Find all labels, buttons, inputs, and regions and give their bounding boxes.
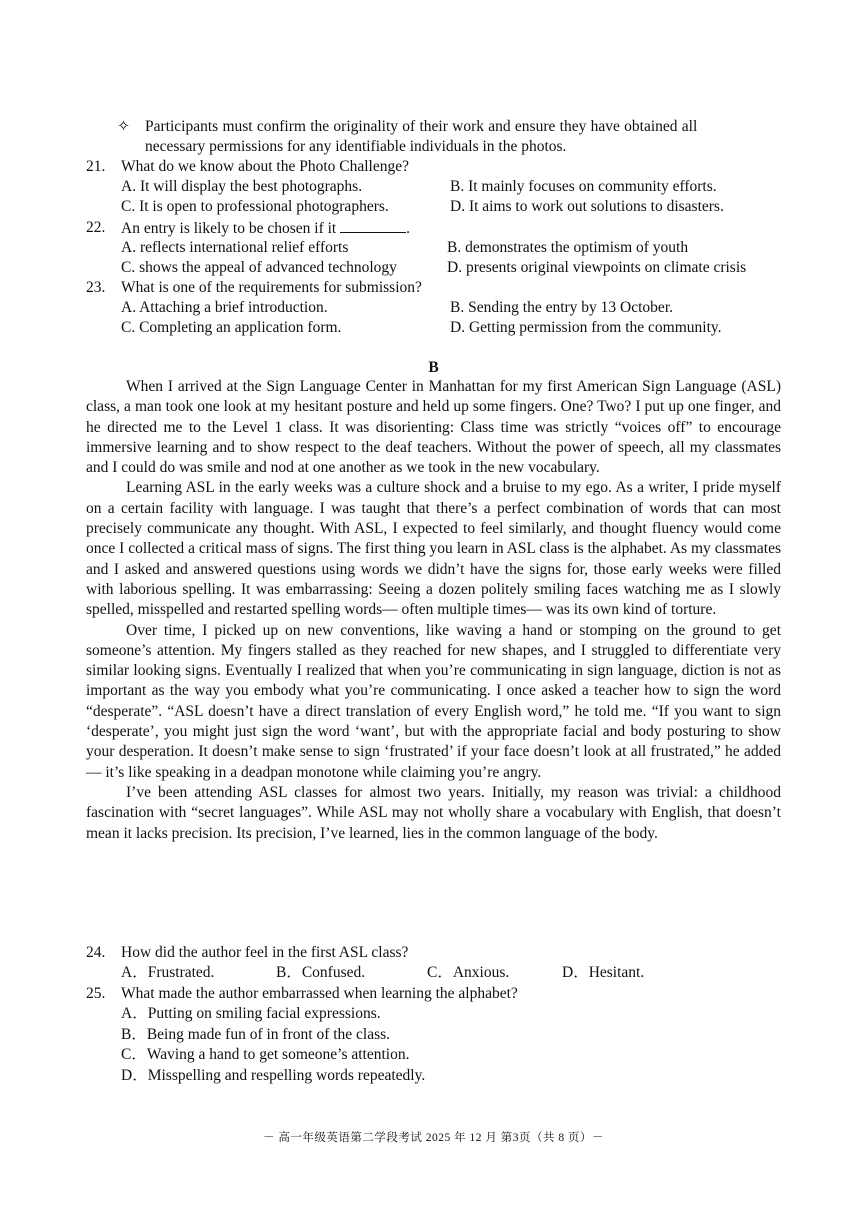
question-24-stem: How did the author feel in the first ASL class? (121, 944, 409, 961)
passage-paragraph-1: When I arrived at the Sign Language Center in Manhattan for my first American Sign Language (ASL) class, a man took one look at my hesitant posture and held up some fingers. One? Two? I put up one finger, and he directed me to the Level 1 class. It was disorienting: Class time was strictly “voices off” to encourage immersive learning and to show respect to the deaf teachers. Without the power of speech, all my classmates and I could do was smile and nod at one another as we took in the new vocabulary. (86, 378, 781, 477)
question-25-option-b: B．Being made fun of in front of the class. (121, 1026, 391, 1043)
question-25-option-d: D．Misspelling and respelling words repeatedly. (121, 1067, 426, 1084)
question-23-option-b: B. Sending the entry by 13 October. (450, 299, 673, 316)
answer-blank (340, 218, 406, 233)
passage (86, 377, 781, 844)
question-21-option-a: A. It will display the best photographs. (121, 178, 363, 195)
question-21-option-d: D. It aims to work out solutions to disasters. (450, 198, 724, 215)
question-23-option-a: A. Attaching a brief introduction. (121, 299, 328, 316)
question-22-number: 22. (86, 219, 106, 236)
question-22-option-a: A. reflects international relief efforts (121, 239, 349, 256)
section-title: B (428, 359, 439, 376)
question-21-option-c: C. It is open to professional photographers. (121, 198, 389, 215)
question-24-option-c: C．Anxious. (427, 964, 510, 981)
bullet-icon: ✧ (117, 118, 130, 135)
question-24-option-b: B．Confused. (276, 964, 366, 981)
bullet-text-line-2: necessary permissions for any identifiable individuals in the photos. (145, 138, 567, 155)
question-23-stem: What is one of the requirements for submission? (121, 279, 422, 296)
question-24-option-a: A．Frustrated. (121, 964, 215, 981)
question-21-number: 21. (86, 158, 106, 175)
question-22-stem (121, 218, 410, 239)
question-23-option-c: C. Completing an application form. (121, 319, 342, 336)
passage-paragraph-2: Learning ASL in the early weeks was a culture shock and a bruise to my ego. As a writer, I pride myself on a certain facility with language. I was taught that there’s a perfect combination of words that can most precisely communicate any thought. With ASL, I expected to feel similarly, and thought fluency would come once I collected a critical mass of signs. The first thing you learn in ASL class is the alphabet. As my classmates and I asked and answered questions using words we didn’t have the signs for, those early weeks were filled with laborious spelling. It was embarrassing: Seeing a dozen politely smiling faces watching me as I slowly spelled, misspelled and restarted spelling words— often multiple times— was its own kind of torture. (86, 479, 781, 619)
question-25-option-c: C．Waving a hand to get someone’s attention. (121, 1046, 410, 1063)
question-25-number: 25. (86, 985, 106, 1002)
page-footer: － 高一年级英语第二学段考试 2025 年 12 月 第3页（共 8 页）－ (263, 1132, 604, 1144)
passage-paragraph-3: Over time, I picked up on new conventions, like waving a hand or stomping on the ground to get someone’s attention. My fingers stalled as they reached for new shapes, and I struggled to differentiate very similar looking signs. Eventually I realized that when you’re communicating in sign language, diction is not as important as the way you embody what you’re communicating. I once asked a teacher how to sign the word “desperate”. “ASL doesn’t have a direct translation of every English word,” he told me. “If you want to sign ‘desperate’, you might just sign the word ‘want’, but with the appropriate facial and body posturing to show your desperation. It doesn’t make sense to sign ‘frustrated’ if your face doesn’t look at all frustrated,” he added — it’s like speaking in a deadpan monotone while claiming you’re angry. (86, 621, 781, 781)
question-23-option-d: D. Getting permission from the community. (450, 319, 722, 336)
question-22-stem-end: . (406, 220, 410, 237)
bullet-text-line-1: Participants must confirm the originality of their work and ensure they have obtained all (145, 118, 698, 135)
question-21-option-b: B. It mainly focuses on community efforts. (450, 178, 717, 195)
passage-paragraph-4: I’ve been attending ASL classes for almost two years. Initially, my reason was trivial: a childhood fascination with “secret languages”. While ASL may not wholly share a vocabulary with English, that doesn’t mean it lacks precision. Its precision, I’ve learned, lies in the common language of the body. (86, 783, 781, 842)
question-24-option-d: D．Hesitant. (562, 964, 645, 981)
question-22-option-b: B. demonstrates the optimism of youth (447, 239, 689, 256)
question-21-stem: What do we know about the Photo Challenge? (121, 158, 409, 175)
question-23-number: 23. (86, 279, 106, 296)
question-24-number: 24. (86, 944, 106, 961)
question-22-option-c: C. shows the appeal of advanced technology (121, 259, 397, 276)
question-22-option-d: D. presents original viewpoints on climate crisis (447, 259, 747, 276)
question-25-stem: What made the author embarrassed when learning the alphabet? (121, 985, 518, 1002)
question-22-stem-text: An entry is likely to be chosen if it (121, 220, 337, 237)
question-25-option-a: A．Putting on smiling facial expressions. (121, 1005, 381, 1022)
